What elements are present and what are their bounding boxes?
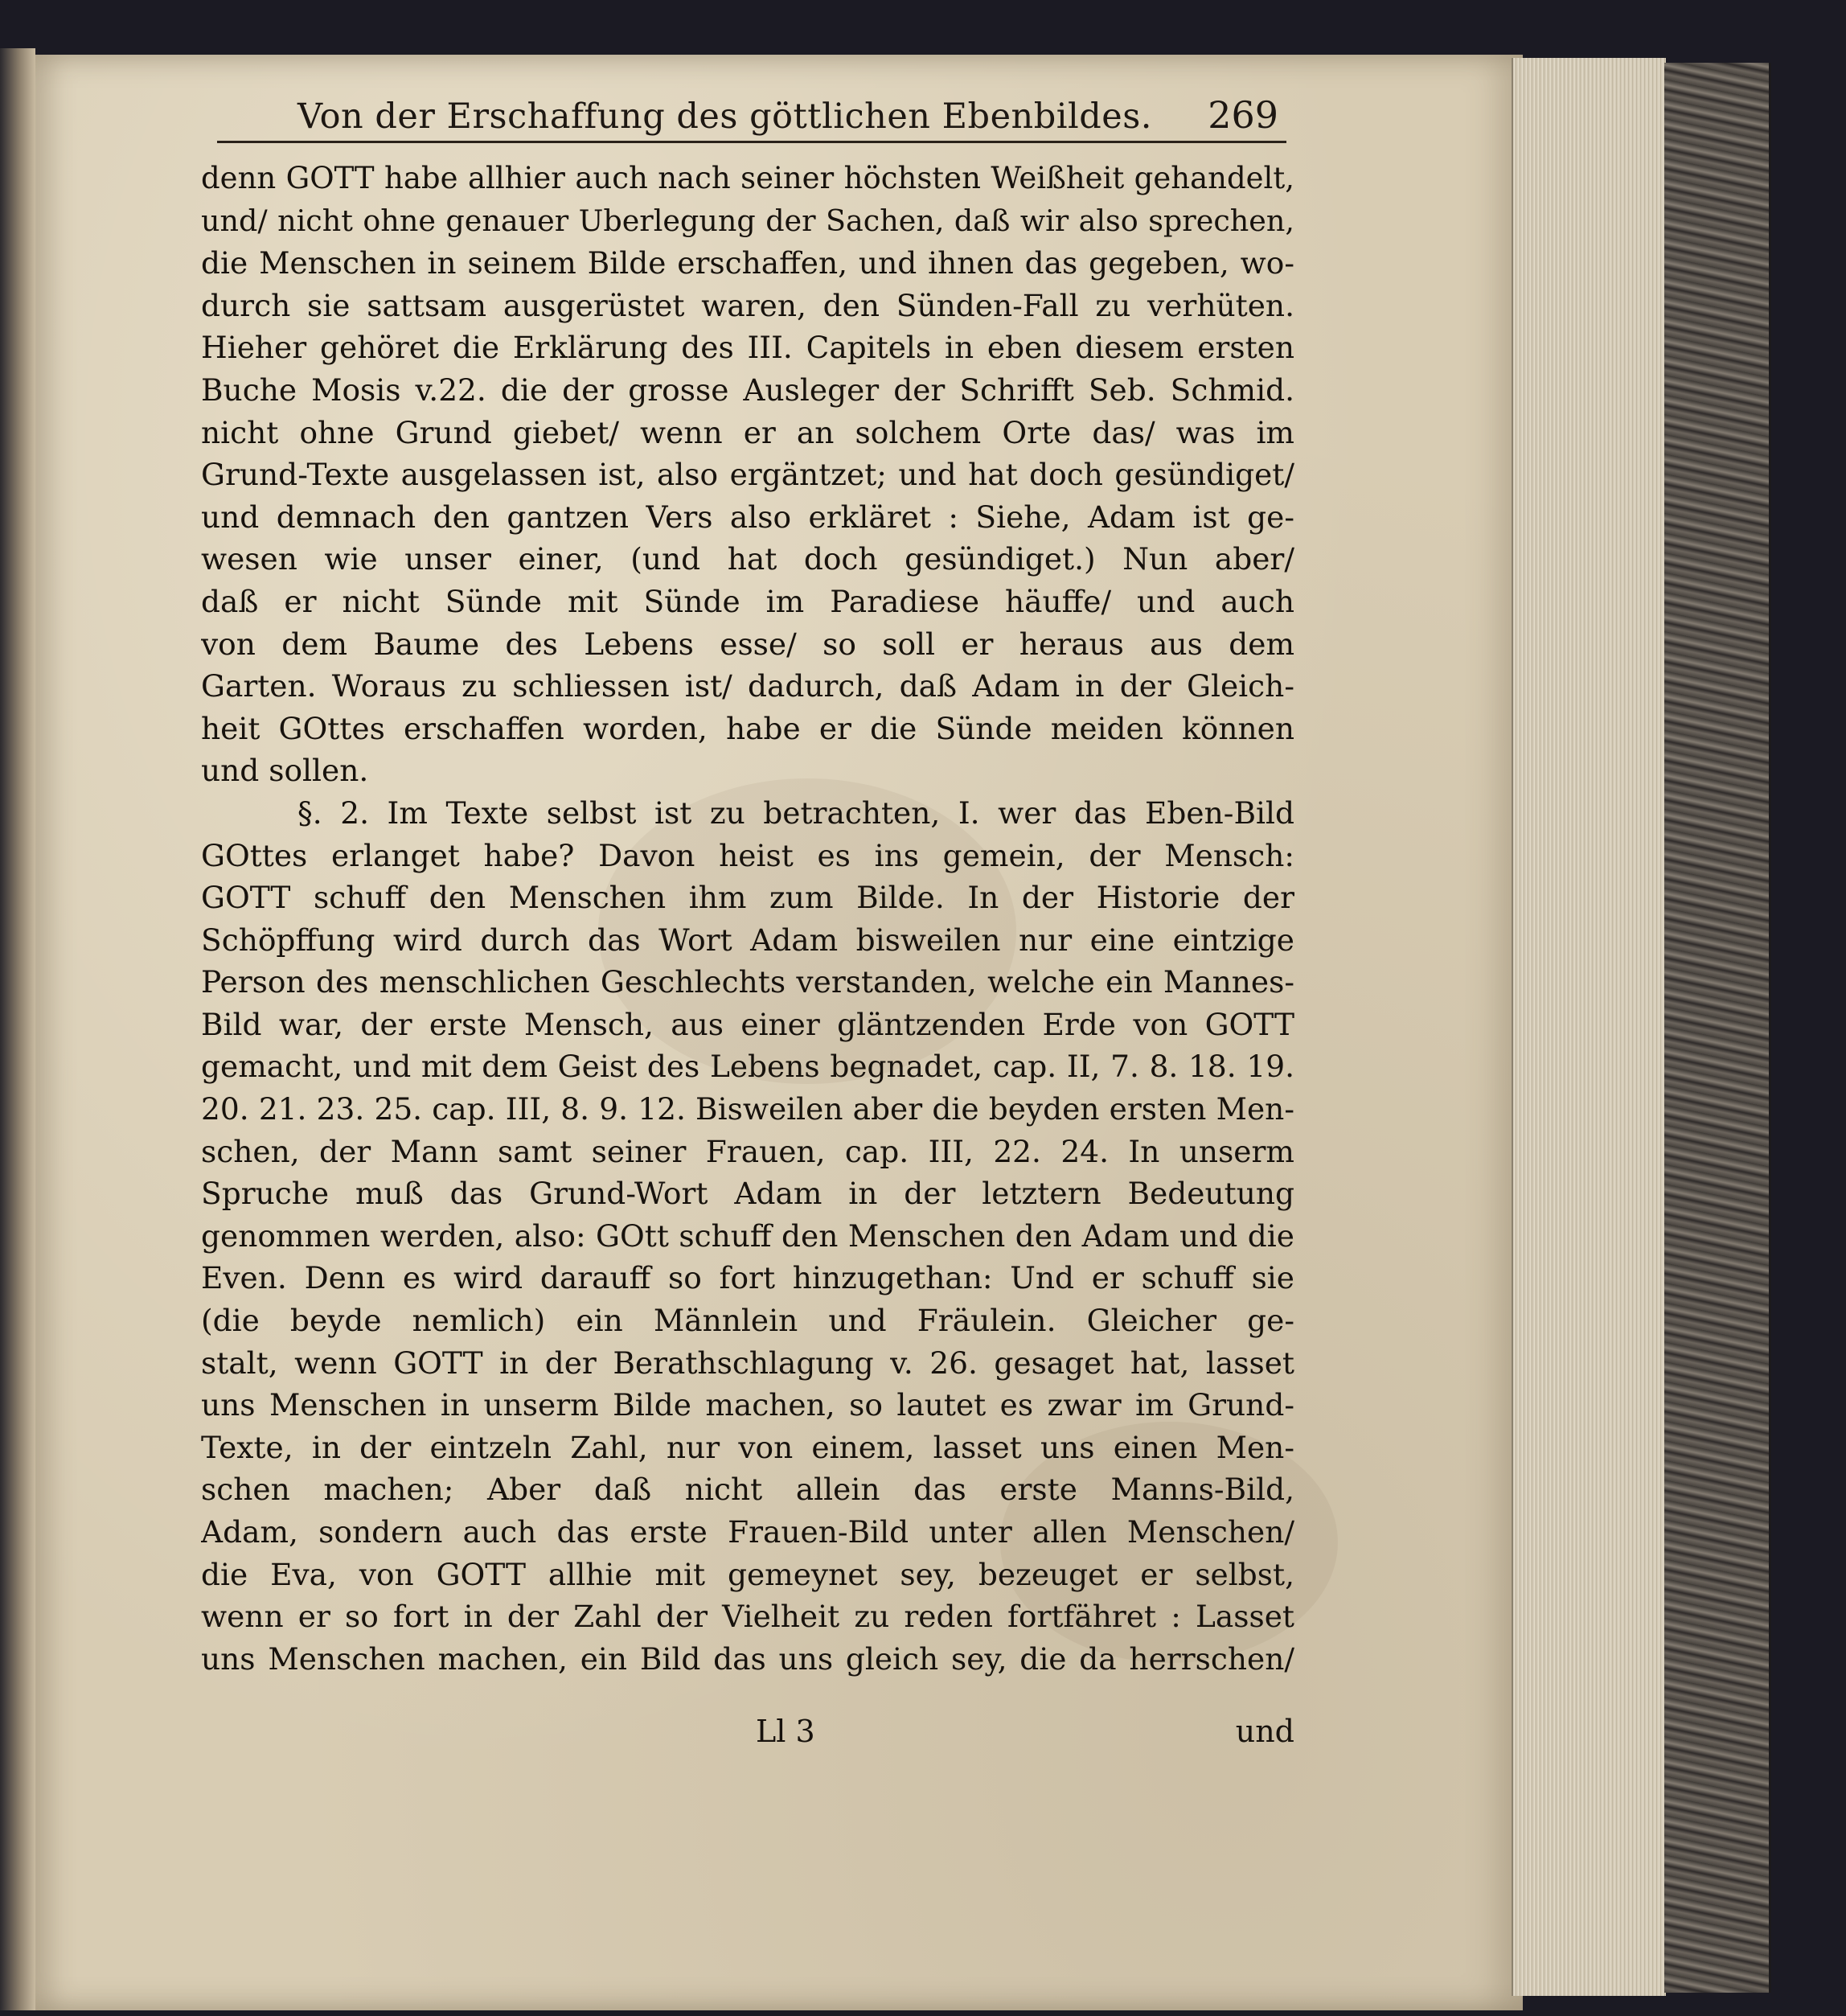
- signature-mark: Ll 3: [756, 1714, 815, 1749]
- text-line: die Eva, von GOTT allhie mit gemeynet sey, bezeuget er selbst,: [201, 1556, 1294, 1592]
- text-line: wenn er so fort in der Zahl der Vielheit zu reden fortfähret : Lasset: [201, 1599, 1294, 1635]
- text-line: daß er nicht Sünde mit Sünde im Paradiese häuffe/ und auch: [201, 583, 1294, 619]
- text-line: genommen werden, also: GOtt schuff den Menschen den Adam und die: [201, 1217, 1294, 1254]
- text-line: stalt, wenn GOTT in der Berathschlagung v. 26. gesaget hat, lasset: [201, 1345, 1294, 1381]
- text-line: uns Menschen in unserm Bilde machen, so lautet es zwar im Grund-: [201, 1387, 1294, 1423]
- text-line: und demnach den gantzen Vers also erkläret : Siehe, Adam ist ge-: [201, 499, 1294, 535]
- page-footer: [201, 1714, 1294, 1754]
- text-line: wesen wie unser einer, (und hat doch gesündiget.) Nun aber/: [201, 541, 1294, 577]
- text-line: GOttes erlanget habe? Davon heist es ins gemein, der Mensch:: [201, 837, 1294, 873]
- page-number: 269: [1208, 93, 1278, 137]
- text-line: (die beyde nemlich) ein Männlein und Fräulein. Gleicher ge-: [201, 1303, 1294, 1339]
- body-text: [201, 158, 1294, 1680]
- text-line: Hieher gehöret die Erklärung des III. Capitels in eben diesem ersten: [201, 330, 1294, 366]
- text-line: und sollen.: [201, 753, 369, 789]
- marbled-cover: [1664, 63, 1771, 1993]
- text-line: gemacht, und mit dem Geist des Lebens begnadet, cap. II, 7. 8. 18. 19.: [201, 1049, 1294, 1085]
- text-line: schen, der Mann samt seiner Frauen, cap. III, 22. 24. In unserm: [201, 1133, 1294, 1169]
- paragraph-start-line: §. 2. Im Texte selbst ist zu betrachten, I. wer das Eben-Bild: [297, 794, 1294, 831]
- page-edges: [1512, 58, 1666, 1996]
- text-line: Texte, in der eintzeln Zahl, nur von einem, lasset uns einen Men-: [201, 1429, 1294, 1465]
- text-line: Spruche muß das Grund-Wort Adam in der letztern Bedeutung: [201, 1176, 1294, 1212]
- text-line: 20. 21. 23. 25. cap. III, 8. 9. 12. Bisweilen aber die beyden ersten Men-: [201, 1091, 1294, 1127]
- text-line: von dem Baume des Lebens esse/ so soll er heraus aus dem: [201, 626, 1294, 662]
- text-line: Buche Mosis v.22. die der grosse Ausleger der Schrifft Seb. Schmid.: [201, 372, 1294, 408]
- facing-page-edge: [0, 48, 35, 2010]
- text-line: heit GOttes erschaffen worden, habe er die Sünde meiden können: [201, 710, 1294, 746]
- catchword: und: [1235, 1714, 1294, 1749]
- text-line: Person des menschlichen Geschlechts verstanden, welche ein Mannes-: [201, 964, 1294, 1000]
- text-line: schen machen; Aber daß nicht allein das erste Manns-Bild,: [201, 1472, 1294, 1508]
- text-line: und/ nicht ohne genauer Uberlegung der Sachen, daß wir also sprechen,: [201, 203, 1294, 238]
- text-line: nicht ohne Grund giebet/ wenn er an solchem Orte das/ was im: [201, 414, 1294, 450]
- text-line: Schöpffung wird durch das Wort Adam bisweilen nur eine eintzige: [201, 922, 1294, 958]
- running-head: Von der Erschaffung des göttlichen Ebenbildes.: [297, 96, 1152, 137]
- text-line: GOTT schuff den Menschen ihm zum Bilde. In der Historie der: [201, 880, 1294, 916]
- text-line: Grund-Texte ausgelassen ist, also ergäntzet; und hat doch gesündiget/: [201, 457, 1294, 493]
- text-line: denn GOTT habe allhier auch nach seiner höchsten Weißheit gehandelt,: [201, 161, 1294, 195]
- text-line: Even. Denn es wird darauff so fort hinzugethan: Und er schuff sie: [201, 1260, 1294, 1296]
- text-line: durch sie sattsam ausgerüstet waren, den Sünden-Fall zu verhüten.: [201, 287, 1294, 323]
- page-header: [217, 93, 1286, 143]
- text-line: die Menschen in seinem Bilde erschaffen, und ihnen das gegeben, wo-: [201, 245, 1294, 281]
- text-line: Adam, sondern auch das erste Frauen-Bild unter allen Menschen/: [201, 1514, 1294, 1550]
- text-line: uns Menschen machen, ein Bild das uns gleich sey, die da herrschen/: [201, 1640, 1294, 1677]
- text-line: Garten. Woraus zu schliessen ist/ dadurch, daß Adam in der Gleich-: [201, 668, 1294, 704]
- text-line: Bild war, der erste Mensch, aus einer gläntzenden Erde von GOTT: [201, 1006, 1294, 1042]
